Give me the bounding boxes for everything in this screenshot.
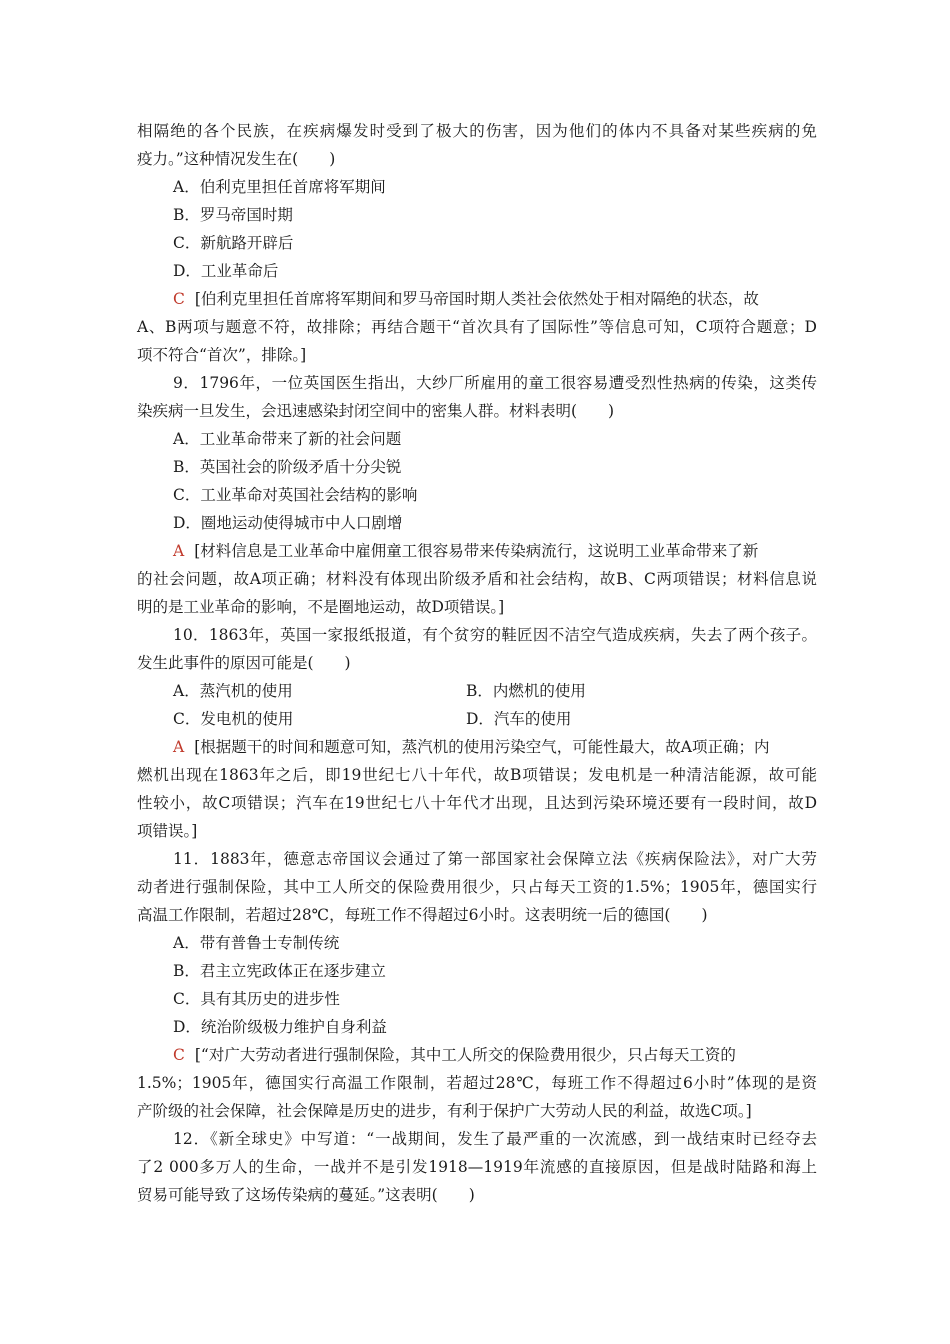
answer-letter: A xyxy=(173,738,185,756)
option-b: B．内燃机的使用 xyxy=(466,682,586,700)
option-c: C．具有其历史的进步性 xyxy=(173,990,340,1008)
option-a: A．伯利克里担任首席将军期间 xyxy=(173,178,386,196)
question-stem: 10．1863年，英国一家报纸报道，有个贫穷的鞋匠因不洁空气造成疾病，失去了两个孩子。 xyxy=(173,626,817,644)
text-line: 的社会问题，故A项正确；材料没有体现出阶级矛盾和社会结构，故B、C两项错误；材料信息说 xyxy=(137,570,817,588)
text-line: 相隔绝的各个民族，在疾病爆发时受到了极大的伤害，因为他们的体内不具备对某些疾病的免 xyxy=(137,122,817,140)
text-line: 项错误。] xyxy=(137,822,198,840)
text-line: 染疾病一旦发生，会迅速感染封闭空间中的密集人群。材料表明( ) xyxy=(137,402,615,420)
option-b: B．英国社会的阶级矛盾十分尖锐 xyxy=(173,458,402,476)
text-line: 高温工作限制，若超过28℃，每班工作不得超过6小时。这表明统一后的德国( ) xyxy=(137,906,708,924)
option-b: B．君主立宪政体正在逐步建立 xyxy=(173,962,386,980)
option-d: D．汽车的使用 xyxy=(466,710,572,728)
question-stem: 12．《新全球史》中写道：“一战期间，发生了最严重的一次流感，到一战结束时已经夺去 xyxy=(173,1130,817,1148)
option-c: C．发电机的使用 xyxy=(173,710,294,728)
answer-letter: A xyxy=(173,542,185,560)
answer-letter: C xyxy=(173,1046,185,1064)
text-line: 动者进行强制保险，其中工人所交的保险费用很少，只占每天工资的1.5%；1905年，德国实行 xyxy=(137,878,817,896)
text-line: 贸易可能导致了这场传染病的蔓延。”这表明( ) xyxy=(137,1186,475,1204)
question-stem: 9．1796年，一位英国医生指出，大纱厂所雇用的童工很容易遭受烈性热病的传染，这类传 xyxy=(173,374,817,392)
text-line: 项不符合“首次”，排除。] xyxy=(137,346,307,364)
text-line: 产阶级的社会保障，社会保障是历史的进步，有利于保护广大劳动人民的利益，故选C项。] xyxy=(137,1102,752,1120)
option-a: A．带有普鲁士专制传统 xyxy=(173,934,340,952)
text-line: 燃机出现在1863年之后，即19世纪七八十年代，故B项错误；发电机是一种清洁能源，故可能 xyxy=(137,766,817,784)
text-line: 了2 000多万人的生命，一战并不是引发1918—1919年流感的直接原因，但是战时陆路和海上 xyxy=(137,1158,817,1176)
option-a: A．蒸汽机的使用 xyxy=(173,682,293,700)
text-line: 性较小，故C项错误；汽车在19世纪七八十年代才出现，且达到污染环境还要有一段时间，故D xyxy=(137,794,817,812)
option-d: D．工业革命后 xyxy=(173,262,279,280)
answer-explanation: C [“对广大劳动者进行强制保险，其中工人所交的保险费用很少，只占每天工资的 xyxy=(173,1046,736,1064)
option-c: C．工业革命对英国社会结构的影响 xyxy=(173,486,418,504)
answer-explanation: C [伯利克里担任首席将军期间和罗马帝国时期人类社会依然处于相对隔绝的状态，故 xyxy=(173,290,759,308)
answer-explanation: A [根据题干的时间和题意可知，蒸汽机的使用污染空气，可能性最大，故A项正确；内 xyxy=(173,738,770,756)
answer-letter: C xyxy=(173,290,185,308)
option-d: D．圈地运动使得城市中人口剧增 xyxy=(173,514,403,532)
text-line: A、B两项与题意不符，故排除；再结合题干“首次具有了国际性”等信息可知，C项符合题意；D xyxy=(137,318,817,336)
text-line: 发生此事件的原因可能是( ) xyxy=(137,654,351,672)
text-line: 1.5%；1905年，德国实行高温工作限制，若超过28℃，每班工作不得超过6小时”体现的是资 xyxy=(137,1074,817,1092)
question-stem: 11．1883年，德意志帝国议会通过了第一部国家社会保障立法《疾病保险法》，对广大劳 xyxy=(173,850,817,868)
text-line: 疫力。”这种情况发生在( ) xyxy=(137,150,336,168)
option-d: D．统治阶级极力维护自身利益 xyxy=(173,1018,387,1036)
option-a: A．工业革命带来了新的社会问题 xyxy=(173,430,402,448)
text-line: 明的是工业革命的影响，不是圈地运动，故D项错误。] xyxy=(137,598,505,616)
option-b: B．罗马帝国时期 xyxy=(173,206,293,224)
option-c: C．新航路开辟后 xyxy=(173,234,294,252)
answer-explanation: A [材料信息是工业革命中雇佣童工很容易带来传染病流行，这说明工业革命带来了新 xyxy=(173,542,759,560)
